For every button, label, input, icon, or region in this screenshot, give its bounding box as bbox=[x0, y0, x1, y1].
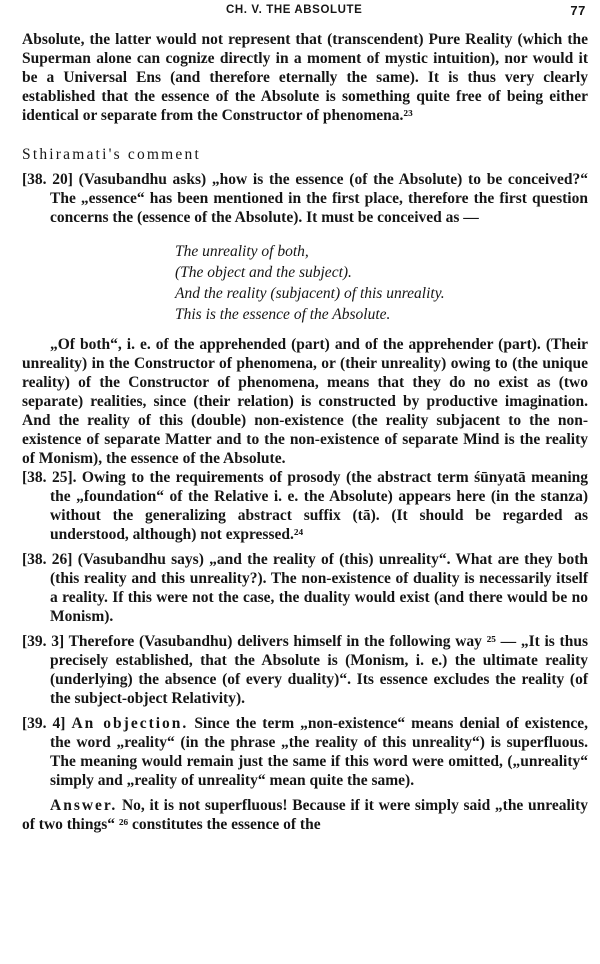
page-body bbox=[22, 30, 588, 834]
chapter-title: CH. V. THE ABSOLUTE bbox=[226, 4, 363, 16]
answer-lead: Answer. bbox=[50, 797, 118, 814]
section-heading: Sthiramati's comment bbox=[22, 146, 201, 163]
paragraph-ref: [39. 4] bbox=[22, 715, 66, 732]
verse-line: And the reality (subjacent) of this unreality. bbox=[175, 285, 445, 302]
paragraph-answer bbox=[22, 796, 588, 834]
verse-line: The unreality of both, bbox=[175, 243, 309, 260]
verse-line: This is the essence of the Absolute. bbox=[175, 306, 391, 323]
paragraph-continuation: Absolute, the latter would not represent that (transcendent) Pure Reality (which the Superman alone can cognize directly in a moment of mystic intuition), nor would it be a Universal Ens (and therefore eternally the same). It is thus very clearly established that the essence of the Absolute is something quite free of being either identical or separate from the Constructor of phenomena.²³ bbox=[22, 31, 588, 124]
paragraph-38-25: [38. 25]. Owing to the requirements of prosody (the abstract term śūnyatā meaning the „foundation“ of the Relative i. e. the Absolute) appears here (in the stanza) without the generalizing abstract suffix (tā). (It should be regarded as understood, although) not expressed.²⁴ bbox=[22, 469, 588, 543]
verse-line: (The object and the subject). bbox=[175, 264, 352, 281]
objection-lead: An objection. bbox=[71, 715, 189, 732]
paragraph-38-20: [38. 20] (Vasubandhu asks) „how is the essence (of the Absolute) to be conceived?“ The „essence“ has been mentioned in the first place, therefore the first question concerns the (essence of the Absolute). It must be conceived as — bbox=[22, 171, 588, 226]
paragraph-39-3: [39. 3] Therefore (Vasubandhu) delivers himself in the following way ²⁵ — „It is thus precisely established, that the Absolute is (Monism, i. e.) the ultimate reality (underlying) the absence (of every duality)“. Its essence excludes the reality (of the subject-object Relativity). bbox=[22, 633, 588, 707]
paragraph-38-26: [38. 26] (Vasubandhu says) „and the reality of (this) unreality“. What are they both (this reality and this unreality?). The non-existence of duality is necessarily itself a reality. If this were not the case, the duality would exist (and there would be no Monism). bbox=[22, 551, 588, 625]
answer-text: No, it is not superfluous! Because if it were simply said „the unreality of two things“ ²⁶ constitutes the essence of the bbox=[22, 797, 588, 833]
page-number: 77 bbox=[570, 3, 586, 18]
paragraph-of-both: „Of both“, i. e. of the apprehended (part) and of the apprehender (part). (Their unreality) in the Constructor of phenomena, or (their unreality) owing to (the unique reality) of the Constructor of phenomena, means that they do no exist as (two separate) realities, since (their relation) is constructed by productive imagination. And the reality of this (double) non-existence (the reality subjacent to the non-existence of separate Matter and to the non-existence of separate Mind is the reality of Monism), the essence of the Absolute. bbox=[22, 336, 588, 467]
verse-stanza bbox=[175, 241, 588, 325]
paragraph-39-4 bbox=[22, 714, 588, 790]
objection-text: Since the term „non-existence“ means denial of existence, the word „reality“ (in the phrase „the reality of this unreality“) is superfluous. The meaning would remain just the same if this word were omitted, („unreality“ simply and „reality of unreality“ mean quite the same). bbox=[50, 715, 589, 789]
